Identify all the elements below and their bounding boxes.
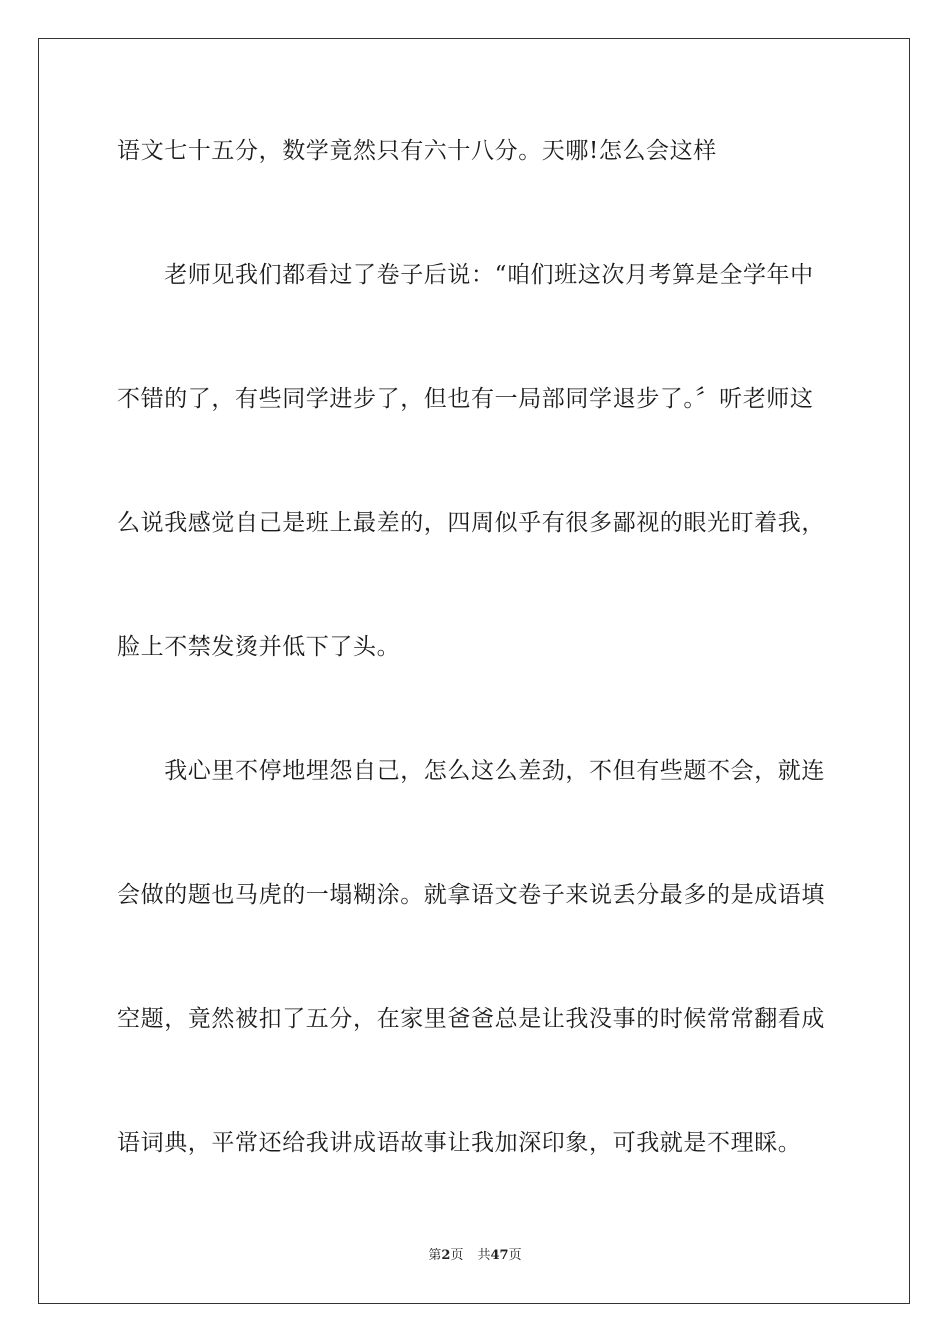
text-line: 脸上不禁发烫并低下了头。	[117, 634, 401, 660]
page-border	[38, 38, 910, 1304]
text-line: 我心里不停地埋怨自己，怎么这么差劲，不但有些题不会，就连	[117, 758, 825, 784]
page-footer	[0, 1247, 950, 1265]
text-line: 语文七十五分，数学竟然只有六十八分。天哪!怎么会这样	[117, 138, 717, 164]
text-line: 老师见我们都看过了卷子后说：“咱们班这次月考算是全学年中	[117, 262, 814, 288]
total-prefix: 共	[477, 1248, 491, 1263]
text-line: 么说我感觉自己是班上最差的，四周似乎有很多鄙视的眼光盯着我，	[117, 510, 825, 536]
text-line: 语词典，平常还给我讲成语故事让我加深印象，可我就是不理睬。	[117, 1130, 802, 1156]
text-line: 空题，竟然被扣了五分，在家里爸爸总是让我没事的时候常常翻看成	[117, 1006, 825, 1032]
page-suffix: 页	[450, 1248, 464, 1263]
total-pages: 47	[490, 1248, 509, 1263]
total-suffix: 页	[508, 1248, 522, 1263]
page-prefix: 第	[428, 1248, 442, 1263]
page-number: 2	[441, 1248, 451, 1263]
text-line: 不错的了，有些同学进步了，但也有一局部同学退步了。〞听老师这	[117, 386, 814, 412]
text-line: 会做的题也马虎的一塌糊涂。就拿语文卷子来说丢分最多的是成语填	[117, 882, 825, 908]
